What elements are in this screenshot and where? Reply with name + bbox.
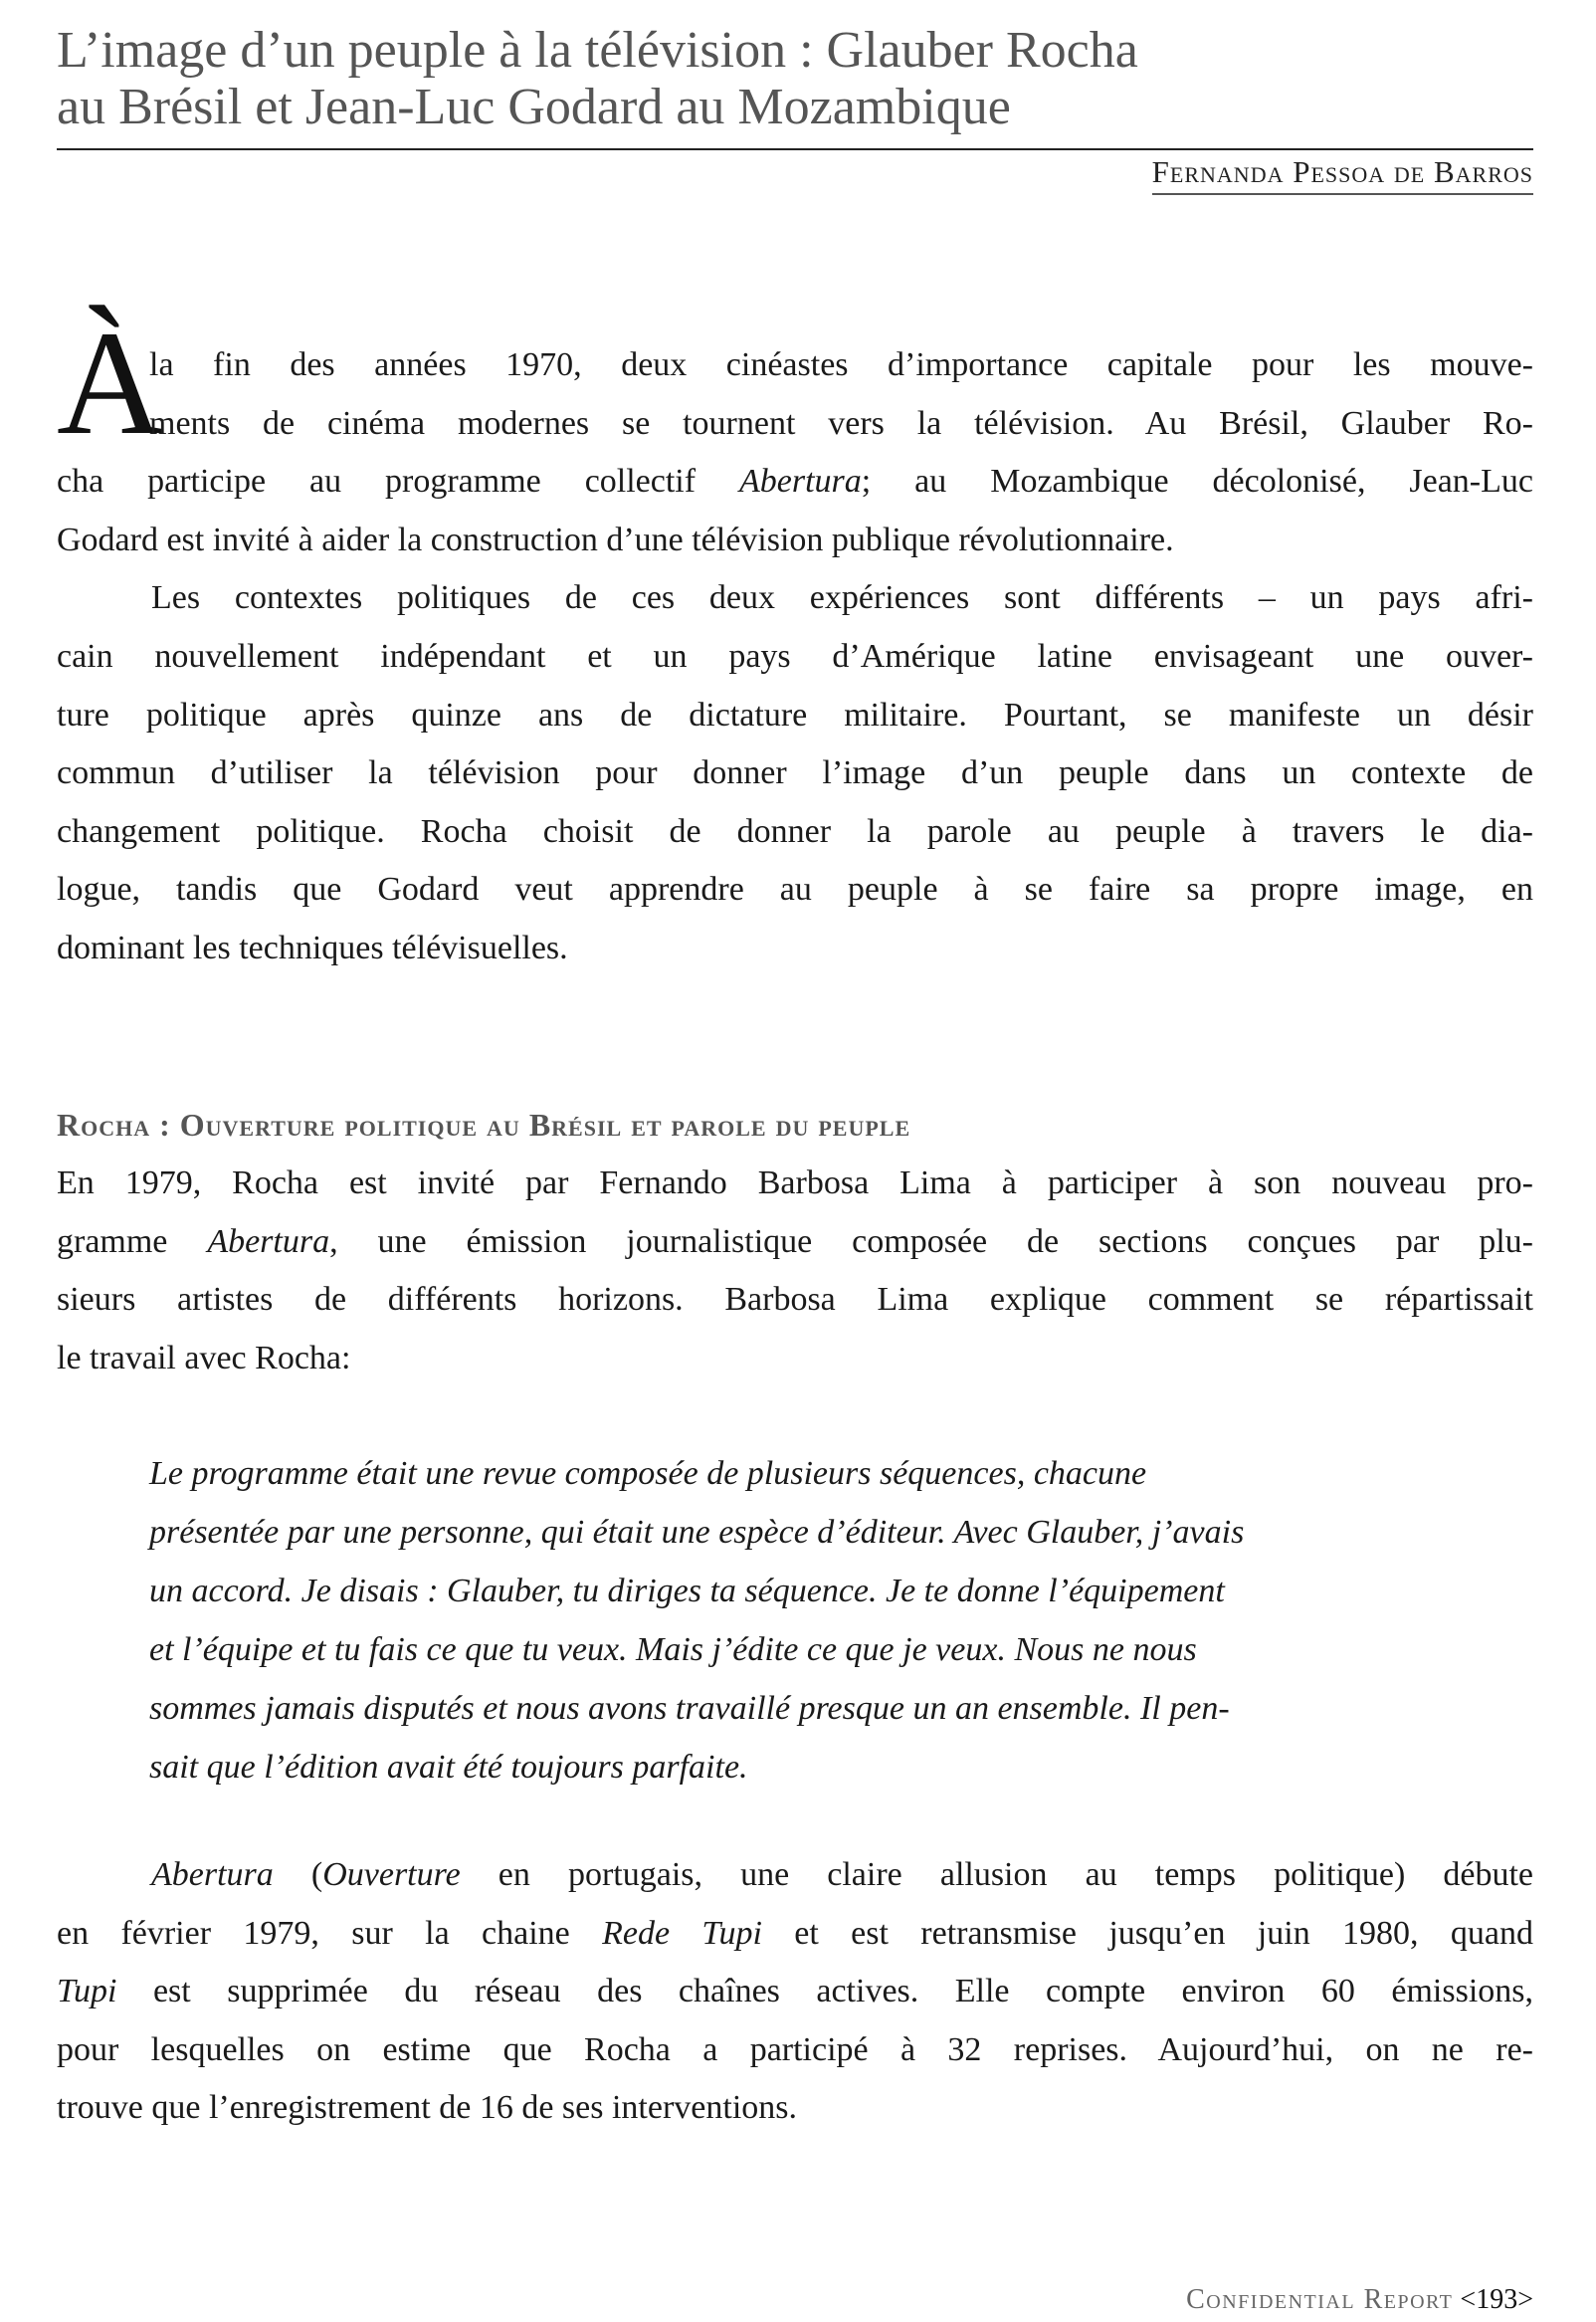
text-segment: commun d’utiliser la télévision pour donner l’image d’un peuple dans un contexte de — [57, 754, 1533, 792]
text-line — [149, 1444, 1522, 1503]
text-line — [57, 1213, 1533, 1272]
text-line — [149, 1503, 1522, 1562]
text-segment: gramme — [57, 1222, 208, 1260]
text-segment: ( — [273, 1856, 323, 1893]
text-line — [57, 920, 1533, 978]
text-line — [57, 2079, 1533, 2138]
text-segment: Les contextes politiques de ces deux expériences sont différents – un pays afri- — [151, 579, 1533, 617]
text-segment: la fin des années 1970, deux cinéastes d’importance capitale pour les mouve- — [149, 346, 1533, 383]
title-line: au Brésil et Jean-Luc Godard au Mozambique — [57, 79, 1011, 135]
text-line — [57, 336, 1533, 395]
text-line — [57, 512, 1533, 570]
title-line: L’image d’un peuple à la télévision : Glauber Rocha — [57, 22, 1138, 79]
text-segment: , une émission journalistique composée de sections conçues par plu- — [329, 1222, 1533, 1260]
drop-cap: À — [57, 301, 165, 466]
text-line — [57, 1846, 1533, 1905]
text-segment: Le programme était une revue composée de plusieurs séquences, chacune — [149, 1455, 1147, 1492]
text-segment: un accord. Je disais : Glauber, tu diriges ta séquence. Je te donne l’équipement — [149, 1573, 1225, 1609]
text-segment: ; au Mozambique décolonisé, Jean-Luc — [861, 463, 1533, 501]
text-line — [57, 2021, 1533, 2080]
text-line — [57, 1271, 1533, 1330]
italic-text: Rede Tupi — [602, 1914, 762, 1952]
text-line — [149, 1562, 1522, 1620]
block-quote — [149, 1444, 1522, 1796]
text-segment: et l’équipe et tu fais ce que tu veux. Mais j’édite ce que je veux. Nous ne nous — [149, 1631, 1197, 1668]
text-segment: en portugais, une claire allusion au temps politique) débute — [460, 1856, 1534, 1893]
text-line — [57, 1963, 1533, 2021]
text-line — [57, 569, 1533, 628]
text-line — [149, 1679, 1522, 1738]
italic-text: Ouverture — [322, 1856, 461, 1893]
text-line — [57, 395, 1533, 454]
text-line — [57, 861, 1533, 920]
text-segment: pour lesquelles on estime que Rocha a participé à 32 reprises. Aujourd’hui, on ne re- — [57, 2030, 1533, 2068]
intro-paragraphs — [57, 336, 1533, 978]
text-segment: cain nouvellement indépendant et un pays d’Amérique latine envisageant une ouver- — [57, 637, 1533, 675]
text-line — [57, 687, 1533, 745]
text-line — [57, 1155, 1533, 1213]
text-line — [149, 1738, 1522, 1796]
text-segment: dominant les techniques télévisuelles. — [57, 929, 568, 966]
text-segment: et est retransmise jusqu’en juin 1980, quand — [761, 1914, 1533, 1952]
author-name: Fernanda Pessoa de Barros — [1152, 153, 1533, 195]
text-segment: En 1979, Rocha est invité par Fernando Barbosa Lima à participer à son nouveau pro- — [57, 1164, 1533, 1201]
text-segment: en février 1979, sur la chaine — [57, 1914, 603, 1952]
text-line — [57, 1905, 1533, 1964]
page-number: <193> — [1460, 2284, 1533, 2315]
text-segment: ments de cinéma modernes se tournent vers la télévision. Au Brésil, Glauber Ro- — [149, 404, 1533, 442]
text-segment: présentée par une personne, qui était une espèce d’éditeur. Avec Glauber, j’avais — [149, 1514, 1245, 1551]
italic-text: Tupi — [57, 1973, 117, 2010]
text-segment: ture politique après quinze ans de dictature militaire. Pourtant, se manifeste un désir — [57, 696, 1533, 734]
text-segment: sommes jamais disputés et nous avons travaillé presque un an ensemble. Il pen- — [149, 1690, 1230, 1727]
article-title — [57, 22, 1533, 135]
section-paragraph — [57, 1155, 1533, 1387]
text-segment: le travail avec Rocha: — [57, 1339, 351, 1376]
text-line — [57, 453, 1533, 512]
text-segment: changement politique. Rocha choisit de donner la parole au peuple à travers le dia- — [57, 812, 1533, 850]
text-line — [57, 744, 1533, 803]
closing-paragraph — [57, 1846, 1533, 2138]
title-rule — [57, 148, 1533, 150]
text-segment: logue, tandis que Godard veut apprendre au peuple à se faire sa propre image, en — [57, 871, 1533, 909]
italic-text: Abertura — [151, 1856, 274, 1893]
text-line — [57, 803, 1533, 862]
text-segment: est supprimée du réseau des chaînes actives. Elle compte environ 60 émissions, — [116, 1973, 1533, 2010]
page-footer — [1186, 2281, 1533, 2319]
text-line — [149, 1620, 1522, 1679]
section-heading: Rocha : Ouverture politique au Brésil et parole du peuple — [57, 1107, 911, 1143]
italic-text: Abertura — [739, 463, 862, 501]
text-line — [57, 628, 1533, 687]
footer-label: Confidential Report — [1186, 2284, 1454, 2315]
text-segment: cha participe au programme collectif — [57, 463, 740, 501]
italic-text: Abertura — [207, 1222, 330, 1260]
text-line — [57, 1330, 1533, 1388]
text-segment: sait que l’édition avait été toujours parfaite. — [149, 1749, 748, 1786]
text-segment: trouve que l’enregistrement de 16 de ses interventions. — [57, 2089, 797, 2127]
text-segment: sieurs artistes de différents horizons. Barbosa Lima explique comment se répartissait — [57, 1281, 1533, 1319]
text-segment: Godard est invité à aider la construction d’une télévision publique révolutionnaire. — [57, 521, 1174, 558]
